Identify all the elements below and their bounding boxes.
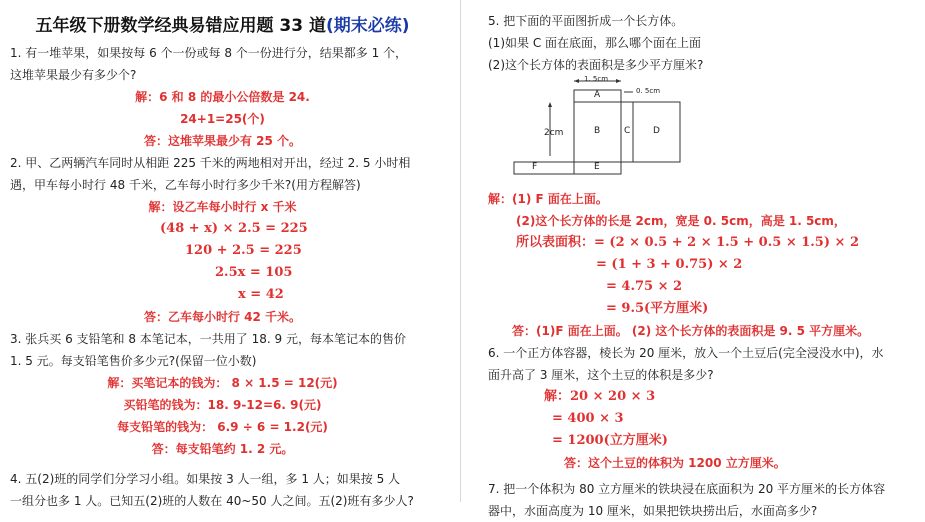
question-6 [488,342,918,386]
face-label: C [624,126,631,136]
left-column [10,0,435,512]
column-divider [460,0,461,502]
question-text: 遇，甲车每小时行 48 千米，乙车每小时行多少千米?(用方程解答) [10,178,361,192]
answer-line: 答：乙车每小时行 42 千米。 [143,310,302,324]
question-text: 面升高了 3 厘米，这个土豆的体积是多少? [488,368,714,382]
question-text: 6. 一个正方体容器，棱长为 20 厘米，放入一个土豆后(完全浸没水中)，水 [488,346,884,360]
equation-line: (48 + x) × 2.5 = 225 [160,221,308,236]
equation-line: 解：20 × 20 × 3 [544,389,656,404]
answer-line: 解：6 和 8 的最小公倍数是 24. [135,90,310,104]
answer-line: 解：设乙车每小时行 x 千米 [148,200,297,214]
answer-line: 每支铅笔的钱为： 6.9 ÷ 6 = 1.2(元) [117,420,328,434]
question-2 [10,152,435,196]
dimension-label: 0. 5cm [636,87,661,95]
answer-line: 解：(1) F 面在上面。 [488,192,608,206]
answer-line: 答：这堆苹果最少有 25 个。 [143,134,302,148]
question-text: 5. 把下面的平面图折成一个长方体。 [488,14,684,28]
answer-line: 答：这个土豆的体积为 1200 立方厘米。 [564,456,786,470]
question-text: (1)如果 C 面在底面，那么哪个面在上面 [488,36,702,50]
question-text: 1. 5 元。每支铅笔售价多少元?(保留一位小数) [10,354,257,368]
equation-line: = (1 + 3 + 0.75) × 2 [596,257,743,272]
dimension-label: 1. 5cm [584,75,609,83]
question-text: 这堆苹果最少有多少个? [10,68,137,82]
right-column [488,0,918,522]
answer-line: 答：(1)F 面在上面。 (2) 这个长方体的表面积是 9. 5 平方厘米。 [512,324,870,338]
face-label: E [594,162,600,172]
face-label: D [653,126,660,136]
answer-line: 买铅笔的钱为：18. 9-12=6. 9(元) [123,398,322,412]
question-5 [488,10,918,76]
answer-line: 答：每支铅笔约 1. 2 元。 [151,442,294,456]
question-text: 器中，水面高度为 10 厘米，如果把铁块捞出后，水面高多少? [488,504,818,518]
face-label: A [594,90,601,100]
question-4 [10,468,435,512]
page-title [10,14,435,38]
question-text: 3. 张兵买 6 支铅笔和 8 本笔记本，一共用了 18. 9 元，每本笔记本的售价 [10,332,406,346]
equation-line: = 4.75 × 2 [606,279,683,294]
equation-line: 所以表面积：= (2 × 0.5 + 2 × 1.5 + 0.5 × 1.5) × 2 [516,235,859,250]
equation-line: = 9.5(平方厘米) [606,301,709,316]
answer-2 [10,196,435,328]
question-3 [10,328,435,372]
cuboid-net-diagram [488,76,918,188]
answer-6 [488,386,918,474]
answer-line: 解：买笔记本的钱为： 8 × 1.5 = 12(元) [107,376,338,390]
question-text: (2)这个长方体的表面积是多少平方厘米? [488,58,704,72]
question-text: 4. 五(2)班的同学们分学习小组。如果按 3 人一组，多 1 人；如果按 5 人 [10,472,401,486]
answer-5 [488,188,918,342]
question-text: 2. 甲、乙两辆汽车同时从相距 225 千米的两地相对开出，经过 2. 5 小时相 [10,156,411,170]
equation-line: x = 42 [238,287,284,302]
equation-line: 120 + 2.5 = 225 [185,243,302,258]
question-text: 一组分也多 1 人。已知五(2)班的人数在 40~50 人之间。五(2)班有多少人? [10,494,414,508]
equation-line: 2.5x = 105 [215,265,293,280]
dimension-label: 2cm [544,128,564,138]
question-text: 7. 把一个体积为 80 立方厘米的铁块浸在底面积为 20 平方厘米的长方体容 [488,482,886,496]
face-label: B [594,126,601,136]
title-main: 五年级下册数学经典易错应用题 33 道 [35,16,326,36]
answer-1 [10,86,435,152]
question-text: 1. 有一堆苹果，如果按每 6 个一份或每 8 个一份进行分，结果都多 1 个， [10,46,408,60]
answer-line: 24+1=25(个) [180,112,265,126]
face-label: F [532,162,538,172]
equation-line: = 1200(立方厘米) [552,433,668,448]
answer-3 [10,372,435,460]
equation-line: = 400 × 3 [552,411,624,426]
question-7 [488,478,918,522]
question-1 [10,42,435,86]
title-highlight: (期末必练) [325,16,410,36]
answer-line: (2)这个长方体的长是 2cm，宽是 0. 5cm，高是 1. 5cm， [516,214,846,228]
